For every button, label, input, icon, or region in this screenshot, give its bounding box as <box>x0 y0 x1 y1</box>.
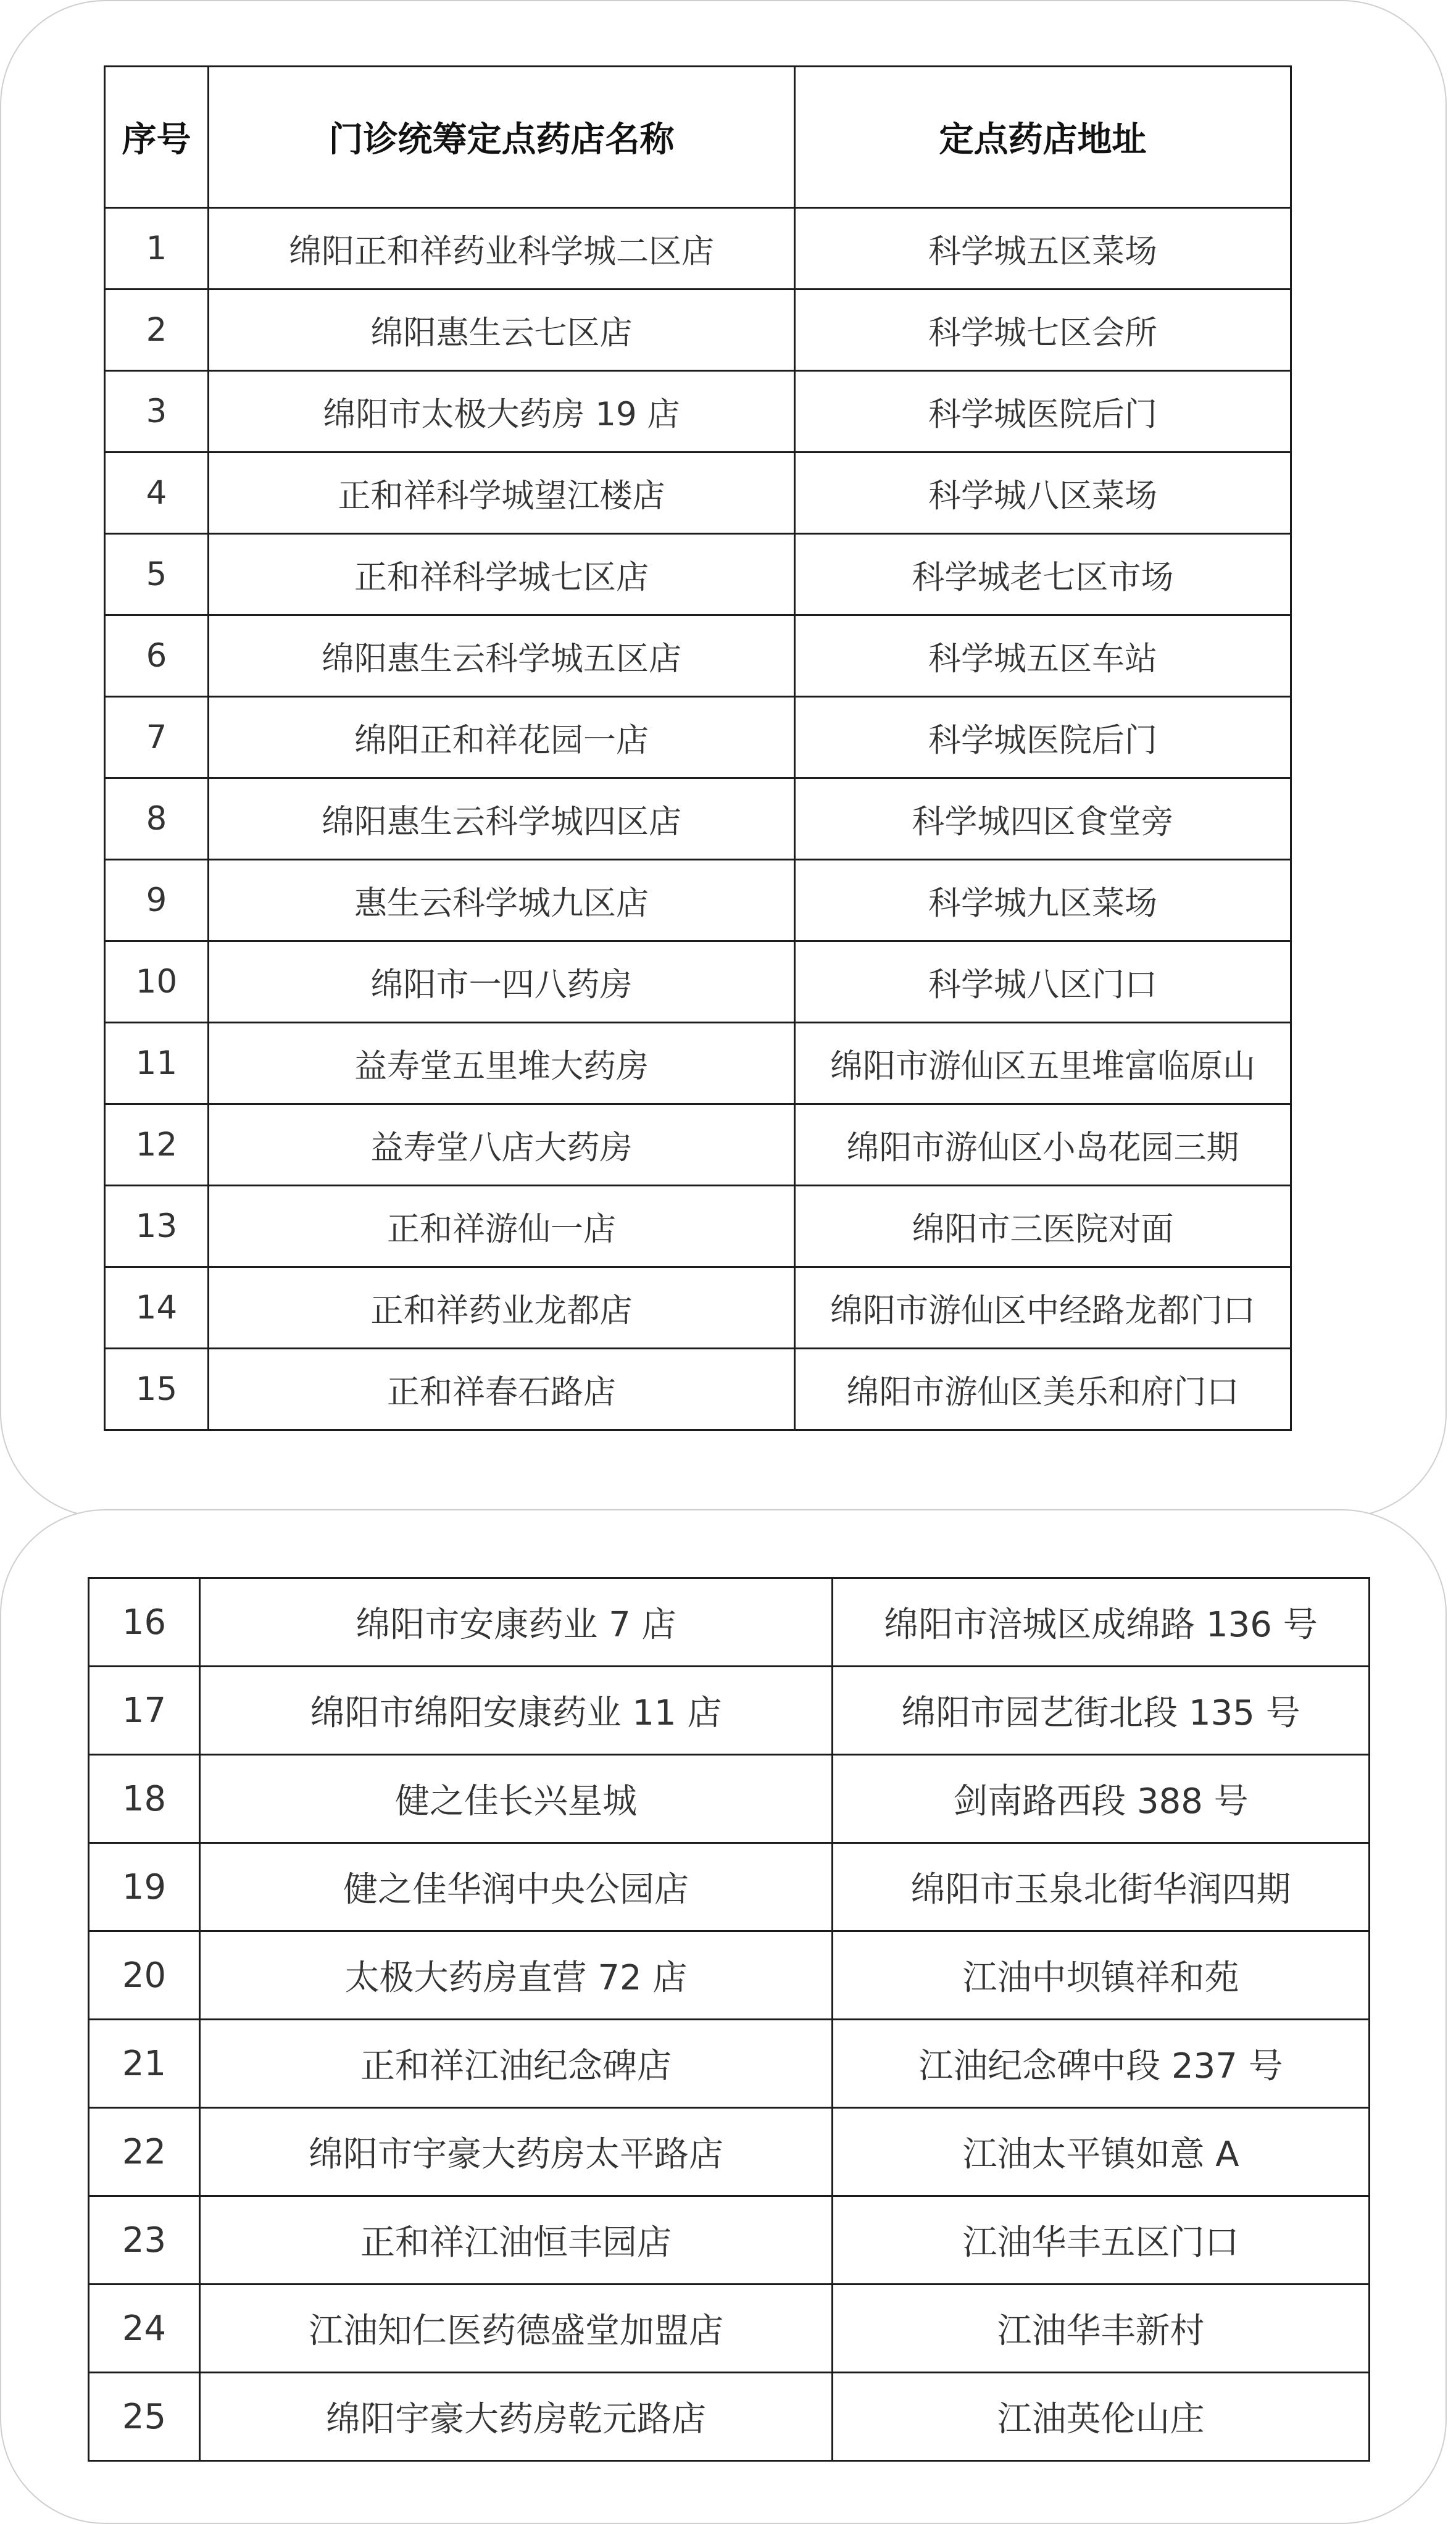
cell-pharmacy-address: 科学城医院后门 <box>795 371 1291 452</box>
cell-pharmacy-address: 绵阳市游仙区五里堆富临原山 <box>795 1023 1291 1104</box>
cell-no: 2 <box>105 289 209 371</box>
cell-pharmacy-name: 绵阳宇豪大药房乾元路店 <box>200 2373 833 2461</box>
cell-no: 24 <box>89 2285 200 2373</box>
table-row <box>105 1104 1291 1186</box>
cell-pharmacy-name: 益寿堂五里堆大药房 <box>209 1023 795 1104</box>
cell-pharmacy-address: 绵阳市游仙区小岛花园三期 <box>795 1104 1291 1186</box>
cell-pharmacy-name: 正和祥科学城七区店 <box>209 534 795 615</box>
cell-pharmacy-name: 绵阳惠生云科学城四区店 <box>209 778 795 860</box>
cell-pharmacy-address: 江油太平镇如意 A <box>833 2108 1370 2196</box>
table-header-row <box>105 67 1291 208</box>
cell-no: 1 <box>105 208 209 289</box>
pharmacy-table-part-2 <box>88 1577 1370 2462</box>
cell-no: 23 <box>89 2196 200 2285</box>
cell-no: 25 <box>89 2373 200 2461</box>
table-body-part-1 <box>105 208 1291 1430</box>
cell-pharmacy-address: 江油中坝镇祥和苑 <box>833 1931 1370 2020</box>
table-row <box>89 2285 1370 2373</box>
cell-pharmacy-address: 科学城五区菜场 <box>795 208 1291 289</box>
table-row <box>105 289 1291 371</box>
table-row <box>89 2196 1370 2285</box>
table-row <box>89 1843 1370 1931</box>
cell-no: 10 <box>105 941 209 1023</box>
table-row <box>89 1578 1370 1667</box>
table-row <box>105 860 1291 941</box>
table-row <box>89 2020 1370 2108</box>
cell-no: 14 <box>105 1267 209 1349</box>
cell-no: 8 <box>105 778 209 860</box>
cell-no: 21 <box>89 2020 200 2108</box>
cell-no: 12 <box>105 1104 209 1186</box>
table-row <box>105 697 1291 778</box>
cell-no: 22 <box>89 2108 200 2196</box>
cell-no: 11 <box>105 1023 209 1104</box>
header-name: 门诊统筹定点药店名称 <box>209 67 795 208</box>
cell-pharmacy-name: 绵阳惠生云科学城五区店 <box>209 615 795 697</box>
cell-pharmacy-name: 健之佳华润中央公园店 <box>200 1843 833 1931</box>
cell-no: 17 <box>89 1667 200 1755</box>
cell-pharmacy-name: 绵阳市太极大药房 19 店 <box>209 371 795 452</box>
cell-no: 19 <box>89 1843 200 1931</box>
cell-pharmacy-name: 绵阳市一四八药房 <box>209 941 795 1023</box>
cell-pharmacy-name: 绵阳市安康药业 7 店 <box>200 1578 833 1667</box>
cell-pharmacy-address: 江油英伦山庄 <box>833 2373 1370 2461</box>
cell-pharmacy-name: 正和祥江油恒丰园店 <box>200 2196 833 2285</box>
table-row <box>105 1267 1291 1349</box>
cell-no: 4 <box>105 452 209 534</box>
cell-pharmacy-address: 绵阳市涪城区成绵路 136 号 <box>833 1578 1370 1667</box>
cell-pharmacy-name: 正和祥游仙一店 <box>209 1186 795 1267</box>
cell-pharmacy-name: 绵阳惠生云七区店 <box>209 289 795 371</box>
cell-pharmacy-address: 科学城八区菜场 <box>795 452 1291 534</box>
cell-pharmacy-name: 正和祥药业龙都店 <box>209 1267 795 1349</box>
cell-pharmacy-address: 绵阳市园艺街北段 135 号 <box>833 1667 1370 1755</box>
table-row <box>105 1023 1291 1104</box>
cell-pharmacy-name: 正和祥江油纪念碑店 <box>200 2020 833 2108</box>
cell-pharmacy-address: 江油华丰五区门口 <box>833 2196 1370 2285</box>
cell-pharmacy-name: 益寿堂八店大药房 <box>209 1104 795 1186</box>
cell-pharmacy-address: 绵阳市玉泉北街华润四期 <box>833 1843 1370 1931</box>
cell-pharmacy-address: 江油华丰新村 <box>833 2285 1370 2373</box>
cell-pharmacy-name: 正和祥春石路店 <box>209 1349 795 1430</box>
cell-no: 7 <box>105 697 209 778</box>
cell-pharmacy-address: 科学城四区食堂旁 <box>795 778 1291 860</box>
cell-no: 15 <box>105 1349 209 1430</box>
table-row <box>105 1186 1291 1267</box>
cell-pharmacy-name: 太极大药房直营 72 店 <box>200 1931 833 2020</box>
cell-pharmacy-name: 绵阳市绵阳安康药业 11 店 <box>200 1667 833 1755</box>
cell-no: 6 <box>105 615 209 697</box>
header-no: 序号 <box>105 67 209 208</box>
cell-no: 20 <box>89 1931 200 2020</box>
cell-pharmacy-address: 江油纪念碑中段 237 号 <box>833 2020 1370 2108</box>
cell-pharmacy-address: 科学城老七区市场 <box>795 534 1291 615</box>
header-address: 定点药店地址 <box>795 67 1291 208</box>
cell-no: 9 <box>105 860 209 941</box>
cell-pharmacy-address: 绵阳市游仙区中经路龙都门口 <box>795 1267 1291 1349</box>
table-row <box>105 615 1291 697</box>
cell-pharmacy-address: 科学城五区车站 <box>795 615 1291 697</box>
table-row <box>105 371 1291 452</box>
table-row <box>89 1667 1370 1755</box>
cell-pharmacy-address: 科学城医院后门 <box>795 697 1291 778</box>
table-row <box>105 534 1291 615</box>
cell-pharmacy-address: 绵阳市游仙区美乐和府门口 <box>795 1349 1291 1430</box>
cell-pharmacy-address: 科学城七区会所 <box>795 289 1291 371</box>
table-row <box>105 452 1291 534</box>
table-row <box>89 2373 1370 2461</box>
cell-no: 16 <box>89 1578 200 1667</box>
cell-no: 3 <box>105 371 209 452</box>
table-row <box>105 941 1291 1023</box>
table-row <box>89 2108 1370 2196</box>
pharmacy-table-part-1 <box>104 65 1292 1431</box>
cell-pharmacy-name: 健之佳长兴星城 <box>200 1755 833 1843</box>
cell-pharmacy-name: 绵阳正和祥药业科学城二区店 <box>209 208 795 289</box>
table-body-part-2 <box>89 1578 1370 2461</box>
table-row <box>89 1931 1370 2020</box>
cell-pharmacy-name: 绵阳正和祥花园一店 <box>209 697 795 778</box>
table-row <box>105 208 1291 289</box>
table-row <box>89 1755 1370 1843</box>
cell-pharmacy-name: 绵阳市宇豪大药房太平路店 <box>200 2108 833 2196</box>
cell-pharmacy-name: 正和祥科学城望江楼店 <box>209 452 795 534</box>
cell-pharmacy-address: 科学城九区菜场 <box>795 860 1291 941</box>
cell-pharmacy-address: 科学城八区门口 <box>795 941 1291 1023</box>
cell-pharmacy-address: 剑南路西段 388 号 <box>833 1755 1370 1843</box>
cell-pharmacy-address: 绵阳市三医院对面 <box>795 1186 1291 1267</box>
cell-no: 13 <box>105 1186 209 1267</box>
cell-no: 18 <box>89 1755 200 1843</box>
cell-no: 5 <box>105 534 209 615</box>
table-row <box>105 778 1291 860</box>
table-row <box>105 1349 1291 1430</box>
cell-pharmacy-name: 惠生云科学城九区店 <box>209 860 795 941</box>
cell-pharmacy-name: 江油知仁医药德盛堂加盟店 <box>200 2285 833 2373</box>
